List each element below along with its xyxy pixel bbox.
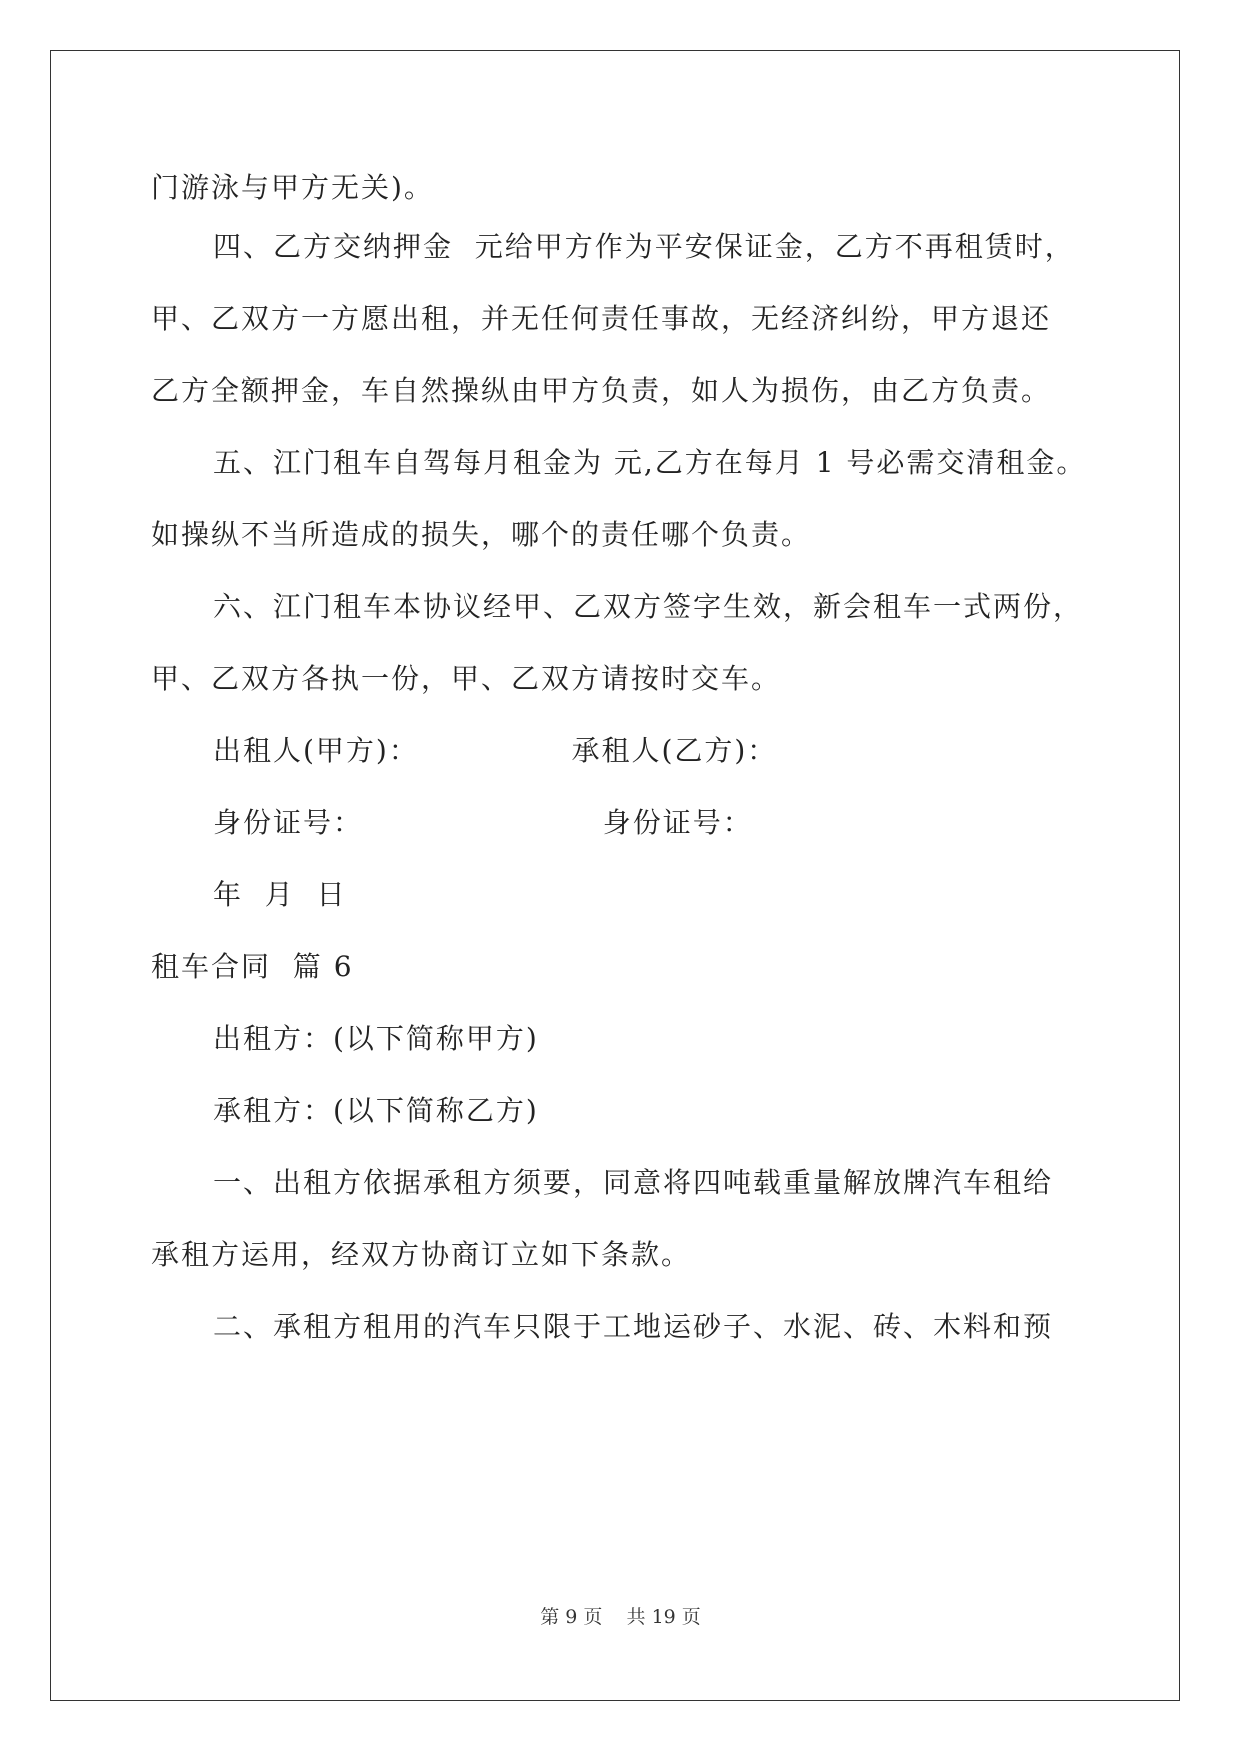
body-line-3: 甲、乙双方一方愿出租，并无任何责任事故，无经济纠纷，甲方退还 [151, 302, 1052, 335]
body-line-4: 乙方全额押金，车自然操纵由甲方负责，如人为损伤，由乙方负责。 [151, 374, 1052, 407]
signature-id-numbers: 身份证号： 身份证号： [213, 806, 753, 839]
body-line-15: 一、出租方依据承租方须要，同意将四吨载重量解放牌汽车租给 [213, 1166, 1054, 1199]
signature-lessor-lessee: 出租人(甲方)： 承租人(乙方)： [213, 734, 778, 767]
body-line-13: 出租方：(以下简称甲方) [213, 1022, 539, 1055]
body-line-5: 五、江门租车自驾每月租金为 元,乙方在每月 1 号必需交清租金。 [213, 446, 1087, 479]
body-line-17: 二、承租方租用的汽车只限于工地运砂子、水泥、砖、木料和预 [213, 1310, 1054, 1343]
body-line-8: 甲、乙双方各执一份，甲、乙双方请按时交车。 [151, 662, 782, 695]
body-line-2: 四、乙方交纳押金 元给甲方作为平安保证金，乙方不再租赁时， [213, 230, 1075, 263]
body-line-7: 六、江门租车本协议经甲、乙双方签字生效，新会租车一式两份， [213, 590, 1084, 623]
body-line-16: 承租方运用，经双方协商订立如下条款。 [151, 1238, 692, 1271]
body-line-14: 承租方：(以下简称乙方) [213, 1094, 539, 1127]
section-heading: 租车合同 篇 6 [151, 950, 354, 983]
body-line-1: 门游泳与甲方无关)。 [151, 171, 434, 204]
page-number-footer: 第 9 页 共 19 页 [540, 1606, 701, 1628]
signature-date: 年 月 日 [213, 878, 347, 911]
body-line-6: 如操纵不当所造成的损失，哪个的责任哪个负责。 [151, 518, 812, 551]
